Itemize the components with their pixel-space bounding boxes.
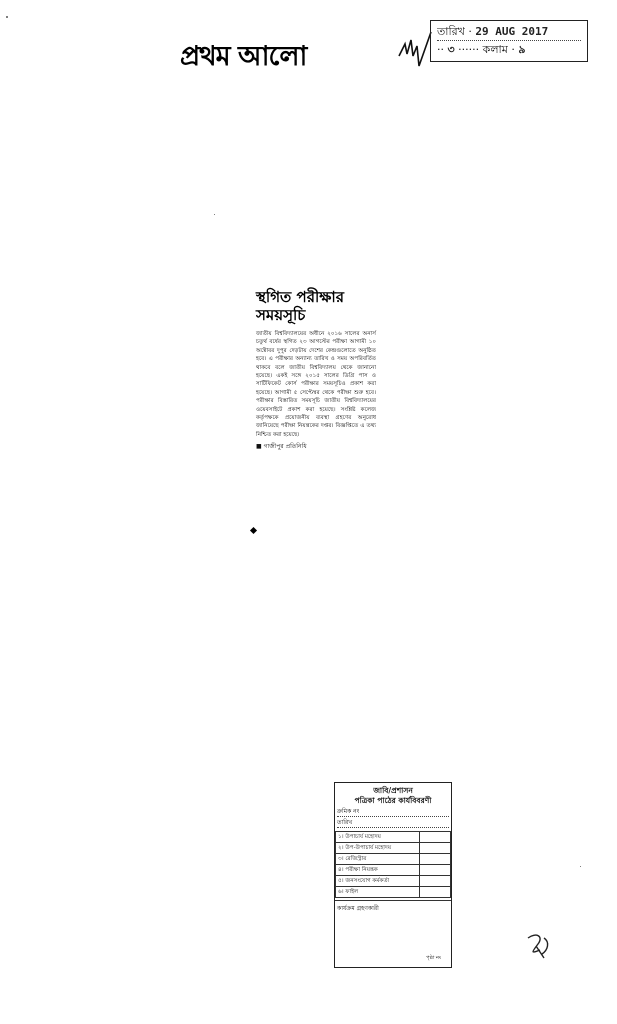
table-cell — [420, 843, 451, 854]
table-cell: ৩। রেজিস্ট্রার — [336, 854, 420, 865]
table-row — [336, 865, 451, 876]
speck — [214, 214, 215, 215]
serial-label: ক্রমিক নং — [337, 808, 360, 815]
article-body: জাতীয় বিশ্ববিদ্যালয়ের অধীনে ২০১৬ সালের অনার্স চতুর্থ বর্ষের স্থগিত ২৩ আগস্টের পরীক্ষা আগামী ১০ অক্টোবর দুপুর দেড়টায় দেশের কেন্দ্রগুলোতে অনুষ্ঠিত হবে। এ পরীক্ষার অন্যান্য তারিখ ও সময় অপরিবর্তিত থাকবে বলে জাতীয় বিশ্ববিদ্যালয় থেকে জানানো হয়েছে। একই সঙ্গে ২০১৫ সালের ডিগ্রি পাস ও সার্টিফিকেট কোর্স পরীক্ষার সময়সূচিও প্রকাশ করা হয়েছে। আগামী ৫ সেপ্টেম্বর থেকে পরীক্ষা শুরু হবে। পরীক্ষার বিস্তারিত সময়সূচি জাতীয় বিশ্ববিদ্যালয়ের ওয়েবসাইটে প্রকাশ করা হয়েছে। সংশ্লিষ্ট কলেজ কর্তৃপক্ষকে প্রয়োজনীয় ব্যবস্থা গ্রহণের অনুরোধ জানিয়েছে পরীক্ষা নিয়ন্ত্রকের দপ্তর। বিজ্ঞপ্তিতে এ তথ্য নিশ্চিত করা হয়েছে। — [256, 331, 376, 438]
table-row — [336, 832, 451, 843]
headline-line-1: স্থগিত পরীক্ষার — [256, 288, 345, 306]
table-row — [336, 876, 451, 887]
register-page-mark: পৃষ্ঠা নং — [426, 955, 441, 961]
date-field-label: তারিখ — [337, 819, 353, 826]
byline-text: গাজীপুর প্রতিনিধি — [263, 443, 307, 451]
news-clipping — [256, 288, 376, 452]
page-value: ৩ — [447, 43, 455, 56]
handwritten-tick-mark — [395, 26, 435, 74]
register-field-serial — [337, 807, 449, 817]
speck — [580, 866, 581, 867]
date-value: 29 AUG 2017 — [475, 25, 549, 38]
register-footer: কার্যক্রম গ্রহণকারী — [335, 900, 451, 916]
routing-register-stamp — [334, 782, 452, 968]
date-label: তারিখ — [437, 25, 465, 38]
column-value: ৯ — [518, 43, 526, 56]
table-cell: ২। উপ-উপাচার্য মহোদয় — [336, 843, 420, 854]
register-title-line-1: জাবি/প্রশাসন — [373, 786, 413, 795]
speck — [6, 16, 8, 18]
register-title — [335, 786, 451, 806]
table-row — [336, 843, 451, 854]
newspaper-masthead: প্রথম আলো — [180, 41, 307, 72]
headline-line-2: সময়সূচি — [256, 306, 306, 324]
column-label: কলাম — [482, 43, 508, 56]
scan-mark — [250, 527, 257, 534]
table-cell — [420, 865, 451, 876]
table-cell — [420, 887, 451, 898]
table-cell — [420, 832, 451, 843]
table-cell: ৬। ফাইল — [336, 887, 420, 898]
table-row — [336, 854, 451, 865]
table-cell: ৪। পরীক্ষা নিয়ন্ত্রক — [336, 865, 420, 876]
handwritten-initials — [520, 928, 556, 964]
table-cell: ১। উপাচার্য মহোদয় — [336, 832, 420, 843]
article-byline: ■ গাজীপুর প্রতিনিধি — [256, 443, 307, 451]
register-table — [335, 831, 451, 898]
table-row — [336, 887, 451, 898]
table-cell: ৫। জনসংযোগ কর্মকর্তা — [336, 876, 420, 887]
register-title-line-2: পত্রিকা পাঠের কার্যবিবরণী — [354, 796, 432, 805]
table-cell — [420, 876, 451, 887]
article-headline — [256, 288, 376, 324]
register-field-date — [337, 818, 449, 828]
table-cell — [420, 854, 451, 865]
date-stamp: তারিখ · 29 AUG 2017 ·· ৩ ······ কলাম · ৯ — [430, 20, 588, 62]
